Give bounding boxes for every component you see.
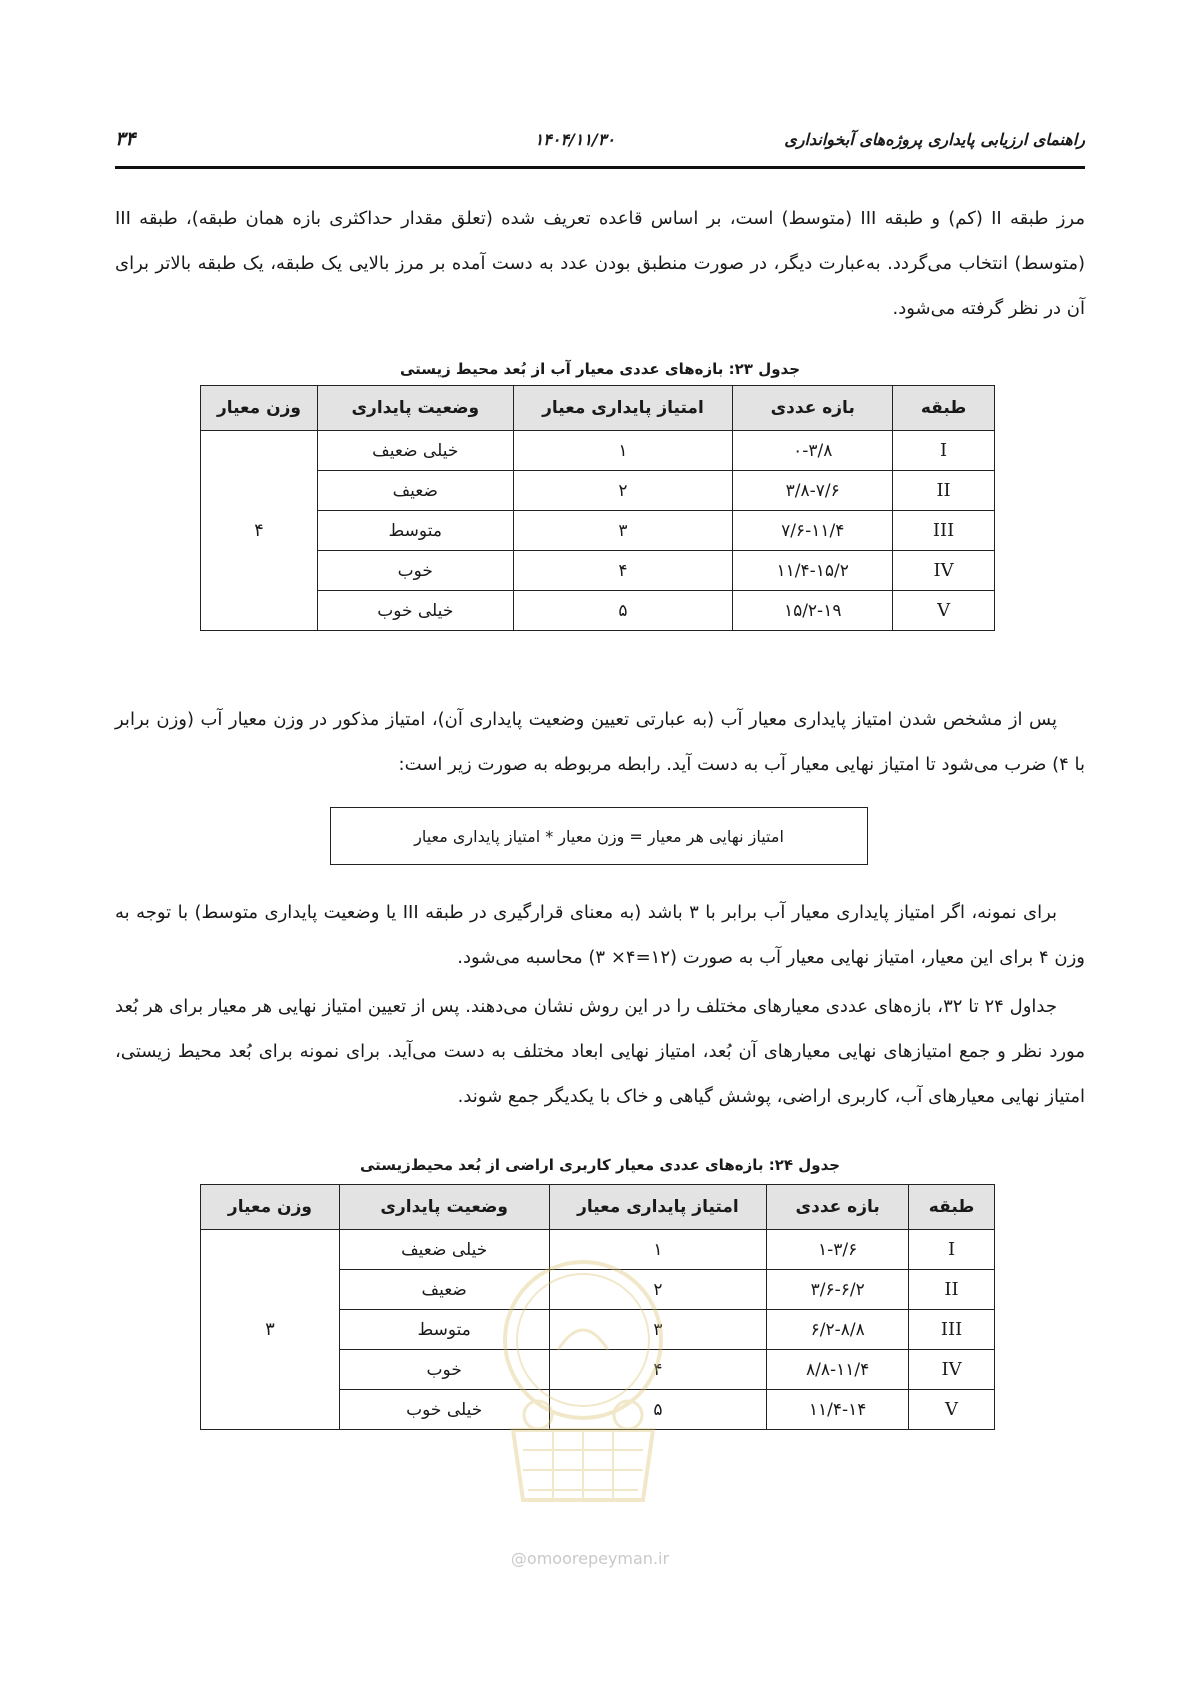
col-header-class: طبقه	[893, 386, 995, 431]
cell-score: ۴	[513, 551, 733, 591]
col-header-class: طبقه	[909, 1185, 995, 1230]
cell-class: I	[893, 431, 995, 471]
table-row	[201, 591, 995, 631]
paragraph-3: برای نمونه، اگر امتیاز پایداری معیار آب برابر با ۳ باشد (به معنای قرارگیری در طبقه III یا وضعیت پایداری متوسط) با توجه به وزن ۴ برای این معیار، امتیاز نهایی معیار آب به صورت (۱۲=۴× ۳) محاسبه می‌شود.	[115, 902, 1085, 968]
watermark-logo	[483, 1240, 683, 1540]
header-title: راهنمای ارزیابی پایداری پروژه‌های آبخوانداری	[784, 130, 1085, 149]
cell-class: IV	[909, 1350, 995, 1390]
table-row	[201, 431, 995, 471]
col-header-range: بازه عددی	[767, 1185, 909, 1230]
table-row	[201, 471, 995, 511]
cell-score: ۱	[549, 1230, 767, 1270]
table-23-caption: جدول ۲۳: بازه‌های عددی معیار آب از بُعد محیط زیستی	[399, 360, 801, 378]
paragraph-4: جداول ۲۴ تا ۳۲، بازه‌های عددی معیارهای مختلف را در این روش نشان می‌دهند. پس از تعیین امتیاز نهایی هر معیار برای هر بُعد مورد نظر و جمع امتیازهای نهایی معیارهای آن بُعد، امتیاز نهایی ابعاد مختلف به دست می‌آید. برای نمونه برای بُعد محیط زیستی، امتیاز نهایی معیارهای آب، کاربری اراضی، پوشش گیاهی و خاک با یکدیگر جمع شوند.	[115, 996, 1085, 1107]
cell-score: ۴	[549, 1350, 767, 1390]
cell-class: V	[893, 591, 995, 631]
cell-weight: ۴	[201, 431, 318, 631]
cell-score: ۵	[513, 591, 733, 631]
cell-status: خوب	[339, 1350, 549, 1390]
col-header-status: وضعیت پایداری	[339, 1185, 549, 1230]
col-header-range: بازه عددی	[733, 386, 893, 431]
table-header-row	[201, 386, 995, 431]
header-date: ۱۴۰۴/۱۱/۳۰	[534, 130, 615, 149]
page-header	[115, 128, 1085, 169]
watermark-url: @omoorepeyman.ir	[510, 1549, 670, 1568]
cell-status: خوب	[317, 551, 513, 591]
table-23	[200, 385, 995, 631]
formula-box: امتیاز نهایی هر معیار = وزن معیار * امتیاز پایداری معیار	[330, 807, 868, 865]
cell-range: ۶/۲-۸/۸	[767, 1310, 909, 1350]
cell-range: ۱۱/۴-۱۵/۲	[733, 551, 893, 591]
cell-range: ۱-۳/۶	[767, 1230, 909, 1270]
cell-status: متوسط	[339, 1310, 549, 1350]
cell-range: ۳/۸-۷/۶	[733, 471, 893, 511]
cell-status: ضعیف	[339, 1270, 549, 1310]
paragraph-2: پس از مشخص شدن امتیاز پایداری معیار آب (به عبارتی تعیین وضعیت پایداری آن)، امتیاز مذکور در وزن معیار آب (وزن برابر با ۴) ضرب می‌شود تا امتیاز نهایی معیار آب به دست آید. رابطه مربوطه به صورت زیر است:	[115, 709, 1085, 775]
cell-status: ضعیف	[317, 471, 513, 511]
table-row	[201, 551, 995, 591]
cell-status: متوسط	[317, 511, 513, 551]
cell-range: ۸/۸-۱۱/۴	[767, 1350, 909, 1390]
cell-score: ۲	[549, 1270, 767, 1310]
cell-range: ۷/۶-۱۱/۴	[733, 511, 893, 551]
cell-status: خیلی ضعیف	[339, 1230, 549, 1270]
cell-score: ۱	[513, 431, 733, 471]
cell-score: ۳	[549, 1310, 767, 1350]
cell-class: I	[909, 1230, 995, 1270]
col-header-status: وضعیت پایداری	[317, 386, 513, 431]
cell-status: خیلی خوب	[317, 591, 513, 631]
cell-weight: ۳	[201, 1230, 340, 1430]
cell-range: ۰-۳/۸	[733, 431, 893, 471]
cell-status: خیلی خوب	[339, 1390, 549, 1430]
table-header-row	[201, 1185, 995, 1230]
col-header-score: امتیاز پایداری معیار	[549, 1185, 767, 1230]
col-header-score: امتیاز پایداری معیار	[513, 386, 733, 431]
cell-score: ۳	[513, 511, 733, 551]
cell-class: III	[909, 1310, 995, 1350]
paragraph-1: مرز طبقه II (کم) و طبقه III (متوسط) است، بر اساس قاعده تعریف شده (تعلق مقدار حداکثری بازه همان طبقه)، طبقه III (متوسط) انتخاب می‌گردد. به‌عبارت دیگر، در صورت منطبق بودن عدد به دست آمده بر مرز بالایی یک طبقه، یک طبقه بالاتر برای آن در نظر گرفته می‌شود.	[115, 208, 1085, 319]
page-number: ۳۴	[115, 128, 136, 150]
cell-status: خیلی ضعیف	[317, 431, 513, 471]
cell-class: II	[893, 471, 995, 511]
cell-score: ۵	[549, 1390, 767, 1430]
cell-class: III	[893, 511, 995, 551]
col-header-weight: وزن معیار	[201, 386, 318, 431]
table-row	[201, 511, 995, 551]
cell-class: IV	[893, 551, 995, 591]
cell-range: ۳/۶-۶/۲	[767, 1270, 909, 1310]
table-24-caption: جدول ۲۴: بازه‌های عددی معیار کاربری اراضی از بُعد محیط‌زیستی	[359, 1156, 841, 1174]
cell-class: II	[909, 1270, 995, 1310]
cell-class: V	[909, 1390, 995, 1430]
cell-score: ۲	[513, 471, 733, 511]
cell-range: ۱۱/۴-۱۴	[767, 1390, 909, 1430]
cell-range: ۱۵/۲-۱۹	[733, 591, 893, 631]
col-header-weight: وزن معیار	[201, 1185, 340, 1230]
